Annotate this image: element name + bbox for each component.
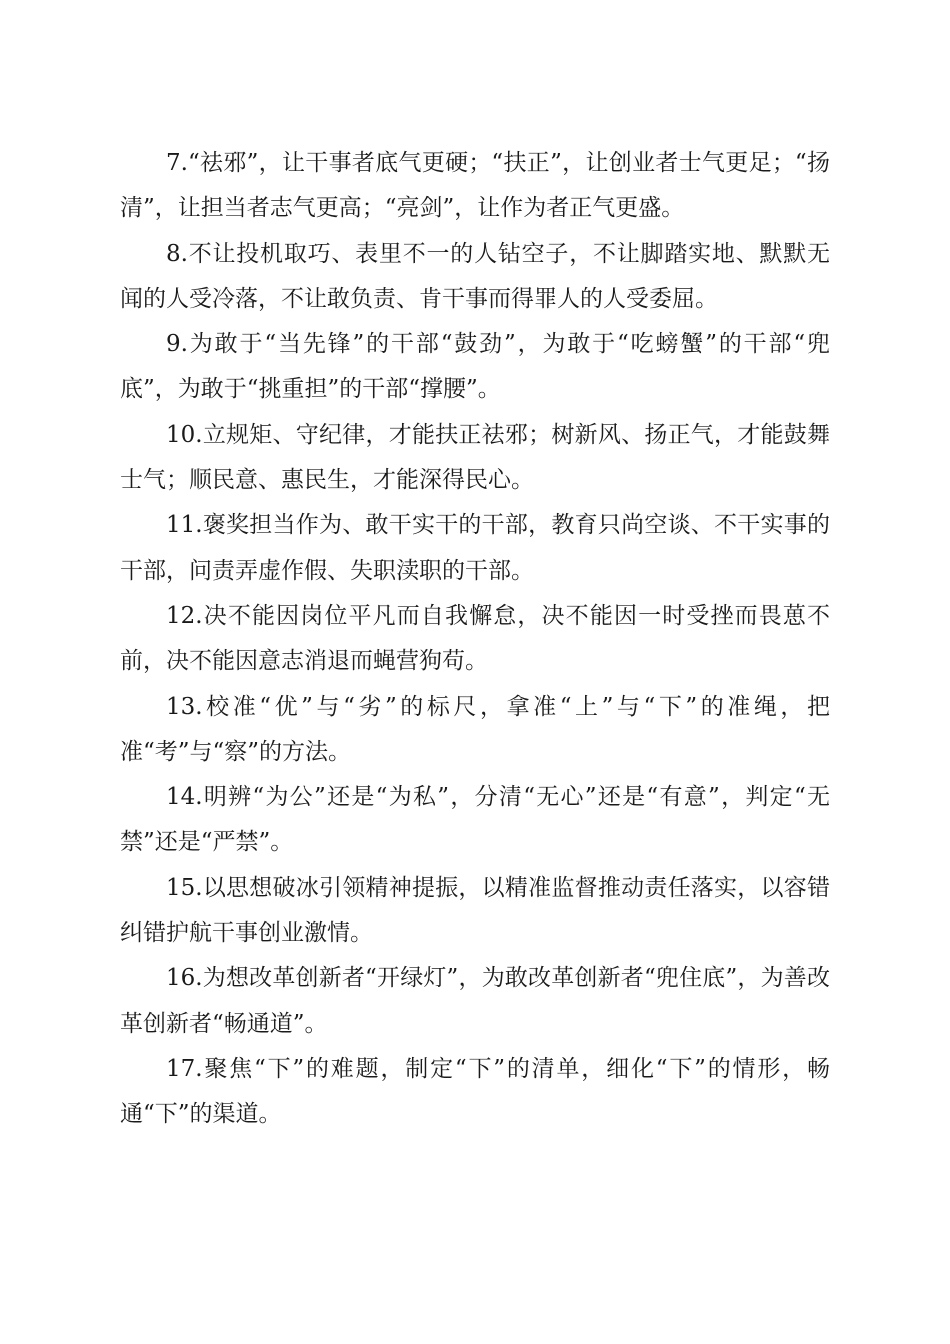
paragraph-8: 8.不让投机取巧、表里不一的人钻空子，不让脚踏实地、默默无闻的人受冷落，不让敢负责、肯干事而得罪人的人受委屈。	[120, 240, 830, 312]
paragraph-9: 9.为敢于“当先锋”的干部“鼓劲”，为敢于“吃螃蟹”的干部“兜底”，为敢于“挑重担”的干部“撑腰”。	[120, 331, 830, 403]
paragraph-16: 16.为想改革创新者“开绿灯”，为敢改革创新者“兜住底”，为善改革创新者“畅通道”。	[120, 965, 830, 1037]
paragraph-11: 11.褒奖担当作为、敢干实干的干部，教育只尚空谈、不干实事的干部，问责弄虚作假、失职渎职的干部。	[120, 512, 830, 584]
paragraph-14: 14.明辨“为公”还是“为私”，分清“无心”还是“有意”，判定“无禁”还是“严禁”。	[120, 784, 830, 856]
paragraph-13: 13.校准“优”与“劣”的标尺，拿准“上”与“下”的准绳，把准“考”与“察”的方法。	[120, 693, 830, 765]
paragraph-15: 15.以思想破冰引领精神提振，以精准监督推动责任落实，以容错纠错护航干事创业激情。	[120, 874, 830, 947]
paragraph-10: 10.立规矩、守纪律，才能扶正祛邪；树新风、扬正气，才能鼓舞士气；顺民意、惠民生，才能深得民心。	[120, 421, 830, 494]
document-body	[120, 141, 830, 1138]
paragraph-12: 12.决不能因岗位平凡而自我懈怠，决不能因一时受挫而畏葸不前，决不能因意志消退而蝇营狗苟。	[120, 602, 830, 675]
paragraph-7: 7.“祛邪”，让干事者底气更硬；“扶正”，让创业者士气更足；“扬清”，让担当者志气更高；“亮剑”，让作为者正气更盛。	[120, 150, 830, 222]
paragraph-17: 17.聚焦“下”的难题，制定“下”的清单，细化“下”的情形，畅通“下”的渠道。	[120, 1055, 830, 1128]
